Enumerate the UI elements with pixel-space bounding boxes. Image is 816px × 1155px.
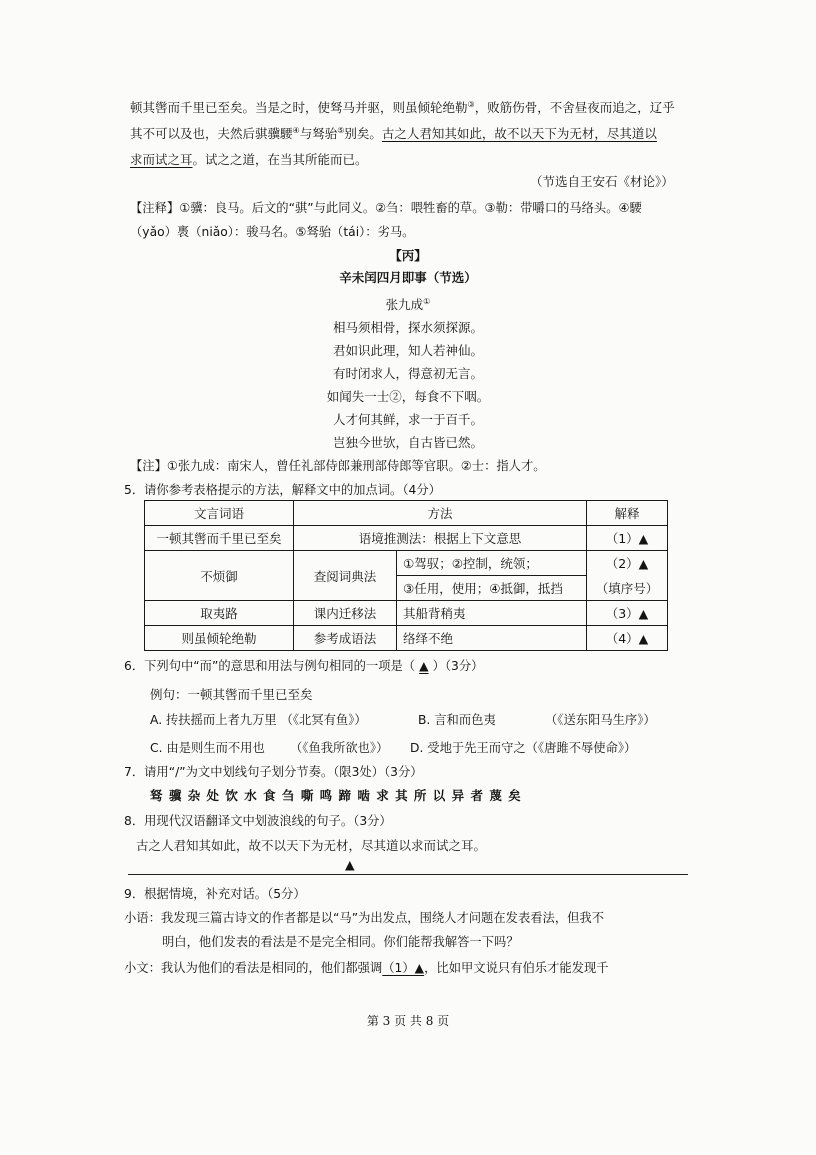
answer-blank[interactable]: （2）▲ xyxy=(587,551,668,576)
poem-line: 如闻失一士②，每食不下咽。 xyxy=(326,389,490,404)
note-marker: ③ xyxy=(467,99,475,109)
q6-prompt xyxy=(124,656,483,674)
note-marker: ① xyxy=(423,297,431,306)
answer-blank[interactable]: （1）▲ xyxy=(587,526,668,551)
excerpt-text: 其不可以及也，夫然后骐骥騕 xyxy=(130,126,293,141)
table-header: 解释 xyxy=(587,501,668,526)
q8-sentence: 古之人君知其如此，故不以天下为无材，尽其道以求而试之耳。 xyxy=(136,838,487,853)
table-cell-method: 参考成语法 xyxy=(294,626,397,651)
answer-blank[interactable]: （3）▲ xyxy=(587,601,668,626)
q5-table xyxy=(144,500,668,651)
excerpt-text: 顿其辔而千里已至矣。当是之时，使驽马并驱，则虽倾轮绝勒 xyxy=(130,100,468,115)
q6-option-b: B. 言和而色夷 xyxy=(418,713,496,727)
q5-prompt: 5．请你参考表格提示的方法，解释文中的加点词。（4分） xyxy=(124,483,441,497)
excerpt-text: 别矣。 xyxy=(344,126,382,141)
q6-option-d: D. 受地于先王而守之（《唐雎不辱使命》） xyxy=(410,741,637,755)
table-cell-method: 课内迁移法 xyxy=(294,601,397,626)
table-cell-hint: 络绎不绝 xyxy=(397,626,587,651)
q7-sentence: 驽 骥 杂 处 饮 水 食 刍 嘶 鸣 蹄 啮 求 其 所 以 异 者 蔑 矣 xyxy=(150,788,522,803)
poem-author xyxy=(0,290,816,316)
excerpt-text: 。试之之道，在当其所能而已。 xyxy=(192,152,368,167)
poem-title: 辛未闰四月即事（节选） xyxy=(339,270,477,285)
table-row xyxy=(145,626,668,651)
table-cell-option: ①驾驭；②控制，统领； xyxy=(397,551,587,576)
excerpt-text: ，败筋伤骨，不舍昼夜而追之，辽乎 xyxy=(474,100,675,115)
answer-line[interactable] xyxy=(128,874,688,875)
table-cell-word: 取夷路 xyxy=(145,601,294,626)
poem-label: 【丙】 xyxy=(389,248,427,263)
table-cell-word: 一顿其辔而千里已至矣 xyxy=(145,526,294,551)
table-cell-hint: 其船背稍夷 xyxy=(397,601,587,626)
excerpt-line-1 xyxy=(130,98,675,116)
q9-xiaoyu-line-1: 小语：我发现三篇古诗文的作者都是以“马”为出发点，围绕人才问题在发表看法，但我不 xyxy=(124,911,605,925)
q7-prompt: 7．请用“/”为文中划线句子划分节奏。（限3处）（3分） xyxy=(124,765,423,779)
excerpt-line-3 xyxy=(130,150,368,168)
table-header: 文言词语 xyxy=(145,501,294,526)
q9-prompt: 9．根据情境，补充对话。（5分） xyxy=(124,887,306,901)
table-cell-option: ③任用，使用；④抵御，抵挡 xyxy=(397,576,587,601)
q6-option-c-source: （《鱼我所欲也》） xyxy=(290,741,389,755)
poem-line: 人才何其鲜，求一于百千。 xyxy=(332,412,483,427)
wavy-underlined-sentence: 古之人君知其如此，故不以天下为无材，尽其道以 xyxy=(381,126,657,141)
notes-c: 【注】①张九成：南宋人，曾任礼部侍郎兼刑部侍郎等官职。②士：指人才。 xyxy=(130,459,546,473)
answer-blank[interactable]: ▲ xyxy=(345,857,355,872)
poem-line: 有时闭求人，得意初无言。 xyxy=(332,366,483,381)
q6-option-a: A. 抟扶摇而上者九万里 （《北冥有鱼》） xyxy=(150,713,367,727)
page-footer: 第 3 页 共 8 页 xyxy=(366,1014,450,1028)
table-cell-method: 语境推测法：根据上下文意思 xyxy=(294,526,587,551)
q6-prompt-text: ）（3分） xyxy=(432,659,484,673)
answer-blank[interactable]: （4）▲ xyxy=(587,626,668,651)
note-marker: ⑤ xyxy=(337,125,345,135)
answer-blank[interactable]: ▲ xyxy=(419,659,429,673)
excerpt-source: （节选自王安石《材论》） xyxy=(530,174,674,189)
note-marker: ④ xyxy=(292,125,300,135)
poem-line: 相马须相骨，探水须探源。 xyxy=(332,320,483,335)
table-cell-word: 不烦御 xyxy=(145,551,294,601)
table-header: 方法 xyxy=(294,501,587,526)
answer-note: （填序号） xyxy=(587,576,668,601)
wavy-underlined-sentence: 求而试之耳 xyxy=(130,152,193,167)
table-row xyxy=(145,526,668,551)
table-header-row xyxy=(145,501,668,526)
q6-prompt-text: 6．下列句中“而”的意思和用法与例句相同的一项是（ xyxy=(124,659,416,673)
table-row xyxy=(145,551,668,576)
q9-xiaowen-line xyxy=(124,958,609,976)
poem-line: 君如识此理，知人若神仙。 xyxy=(332,343,483,358)
q6-option-b-source: （《送东阳马生序》） xyxy=(545,713,656,727)
answer-blank[interactable]: （1）▲ xyxy=(382,961,425,975)
q9-xiaowen-text: ，比如甲文说只有伯乐才能发现千 xyxy=(424,961,609,975)
notes-line-2: （yǎo）褭（niǎo）：骏马名。⑤驽骀（tái）：劣马。 xyxy=(130,225,415,239)
poem-line: 岂独今世欤，自古皆已然。 xyxy=(332,435,483,450)
q9-xiaowen-text: 小文：我认为他们的看法是相同的，他们都强调 xyxy=(124,961,383,975)
excerpt-line-2 xyxy=(130,124,657,142)
q6-example: 例句：一顿其辔而千里已至矣 xyxy=(150,687,313,702)
table-cell-word: 则虽倾轮绝勒 xyxy=(145,626,294,651)
excerpt-text: 与驽骀 xyxy=(299,126,338,141)
q9-xiaoyu-line-2: 明白，他们发表的看法是不是完全相同。你们能帮我解答一下吗？ xyxy=(162,935,519,949)
table-row xyxy=(145,601,668,626)
q8-prompt: 8．用现代汉语翻译文中划波浪线的句子。（3分） xyxy=(124,814,392,828)
table-cell-method: 查阅词典法 xyxy=(294,551,397,601)
notes-line-1: 【注释】①骥：良马。后文的“骐”与此同义。②刍：喂牲畜的草。③勒：带嚼口的马络头。④騕 xyxy=(130,201,642,215)
q6-option-c: C. 由是则生而不用也 xyxy=(150,741,265,755)
poem-author-name: 张九成 xyxy=(385,297,424,313)
